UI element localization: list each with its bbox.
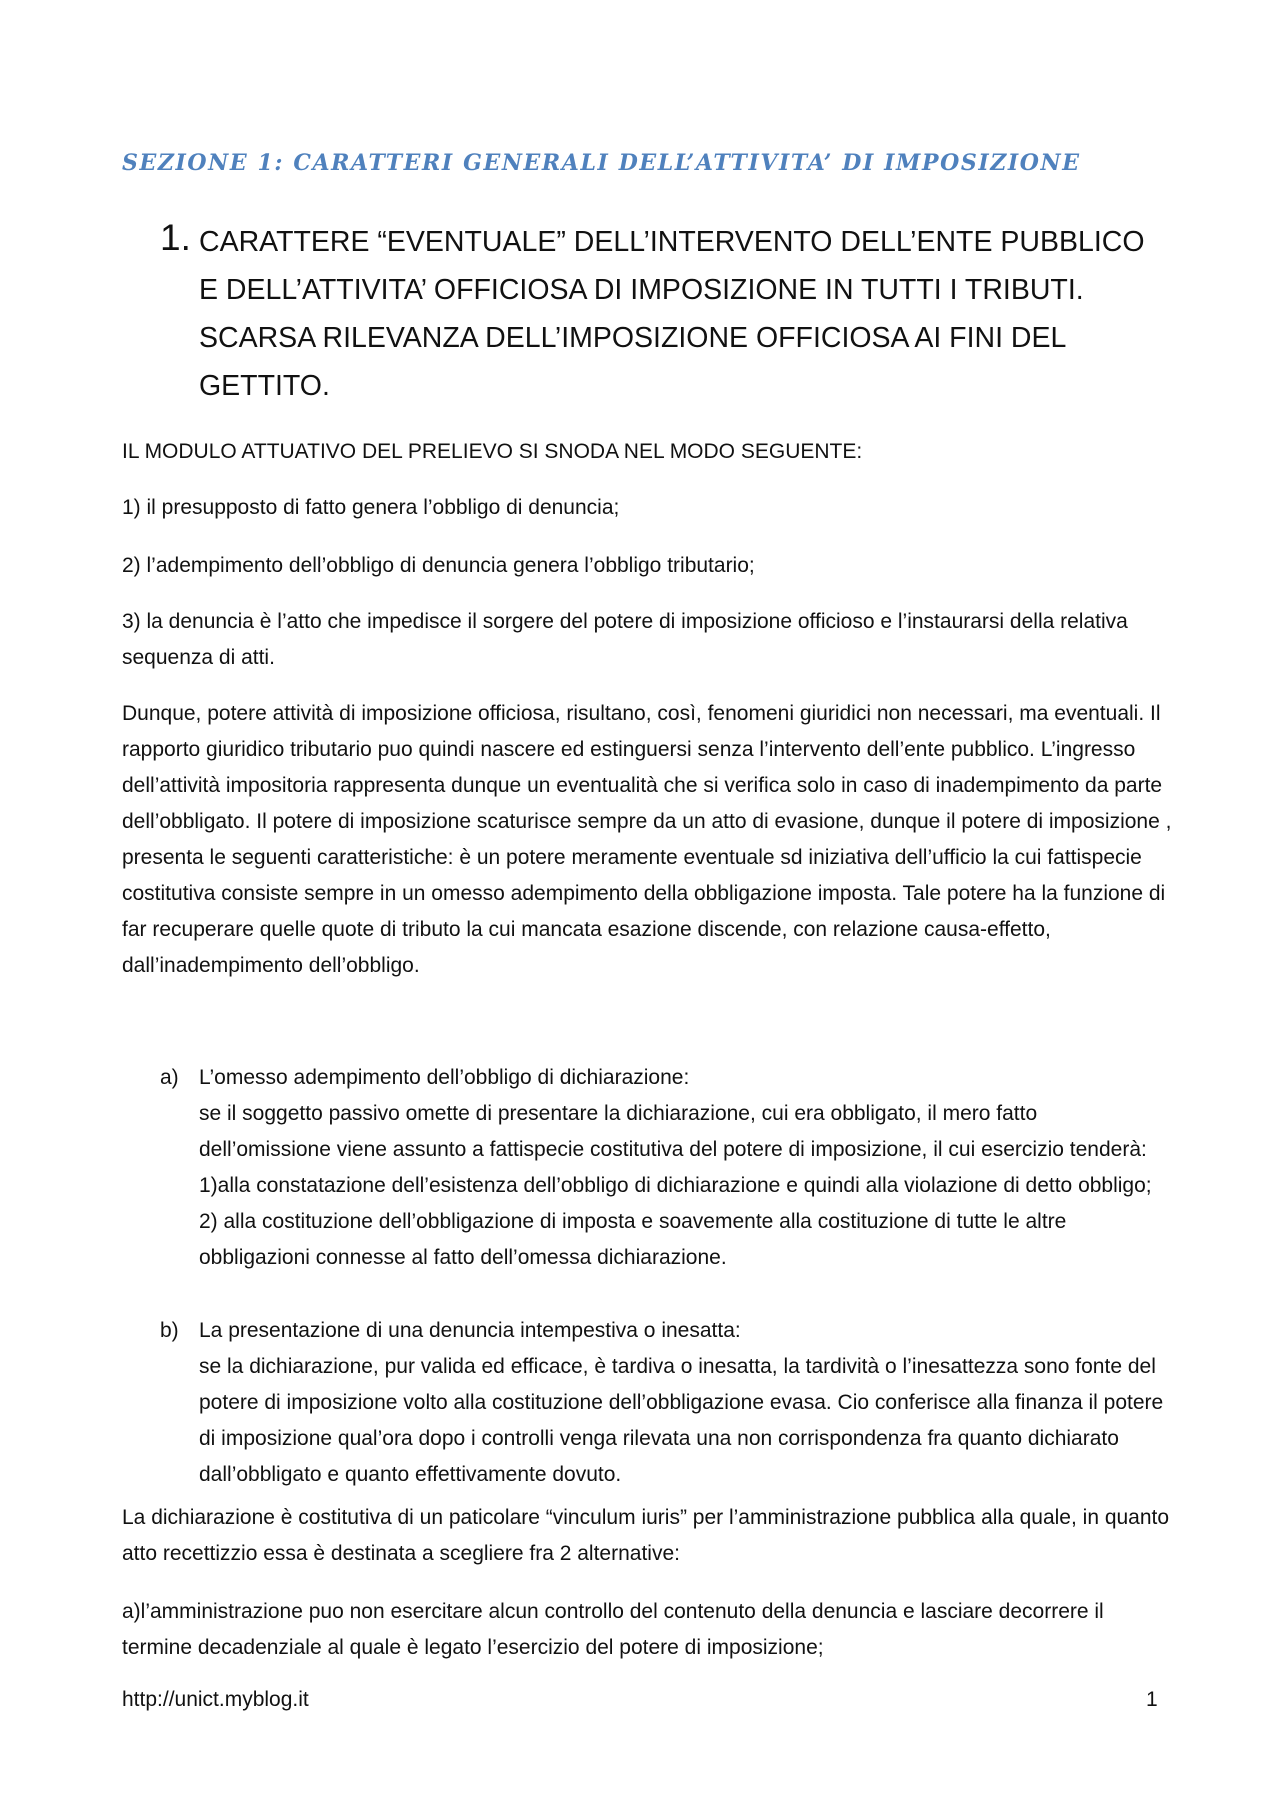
step-1-paragraph: 1) il presupposto di fatto genera l’obbligo di denuncia; — [122, 496, 620, 519]
page-number: 1 — [1146, 1688, 1158, 1711]
intro-paragraph: IL MODULO ATTUATIVO DEL PRELIEVO SI SNODA NEL MODO SEGUENTE: — [122, 440, 863, 463]
alternative-a-paragraph: a)l’amministrazione puo non esercitare alcun controllo del contenuto della denuncia e lasciare decorrere il termine decadenziale al quale è legato l’esercizio del potere di imposizione; — [122, 1600, 1104, 1659]
list-marker: b) — [160, 1319, 179, 1342]
list-item-body: se il soggetto passivo omette di presentare la dichiarazione, cui era obbligato, il mero fatto dell’omissione viene assunto a fattispecie costitutiva del potere di imposizione, il cui esercizio tenderà: 1)alla constatazione dell’esistenza dell’obbligo di dichiarazione e quindi alla violazione di detto obbligo; 2) alla costituzione dell’obbligazione di imposta e soavemente alla costituzione di tutte le altre obbligazioni connesse al fatto dell’omessa dichiarazione. — [199, 1102, 1152, 1269]
list-item-a — [160, 1060, 1172, 1276]
footer-link[interactable]: http://unict.myblog.it — [122, 1688, 309, 1711]
section-title: SEZIONE 1: CARATTERI GENERALI DELL’ATTIVITA’ DI IMPOSIZIONE — [122, 150, 1081, 176]
list-item-title: La presentazione di una denuncia intempestiva o inesatta: — [199, 1319, 741, 1342]
heading-text: CARATTERE “EVENTUALE” DELL’INTERVENTO DELL’ENTE PUBBLICO E DELL’ATTIVITA’ OFFICIOSA DI IMPOSIZIONE IN TUTTI I TRIBUTI. SCARSA RILEVANZA DELL’IMPOSIZIONE OFFICIOSA AI FINI DEL GETTITO. — [199, 226, 1145, 402]
list-item-title: L’omesso adempimento dell’obbligo di dichiarazione: — [199, 1066, 690, 1089]
heading-number: 1. — [160, 217, 191, 258]
heading-1 — [160, 218, 1170, 410]
dunque-paragraph: Dunque, potere attività di imposizione officiosa, risultano, così, fenomeni giuridici non necessari, ma eventuali. Il rapporto giuridico tributario puo quindi nascere ed estinguersi senza l’intervento dell’ente pubblico. L’ingresso dell’attività impositoria rappresenta dunque un eventualità che si verifica solo in caso di inadempimento da parte dell’obbligato. Il potere di imposizione scaturisce sempre da un atto di evasione, dunque il potere di imposizione , presenta le seguenti caratteristiche: è un potere meramente eventuale sd iniziativa dell’ufficio la cui fattispecie costitutiva consiste sempre in un omesso adempimento della obbligazione imposta. Tale potere ha la funzione di far recuperare quelle quote di tributo la cui mancata esazione discende, con relazione causa-effetto, dall’inadempimento dell’obbligo. — [122, 702, 1172, 977]
dichiarazione-paragraph: La dichiarazione è costitutiva di un paticolare “vinculum iuris” per l’amministrazione pubblica alla quale, in quanto atto recettizzio essa è destinata a scegliere fra 2 alternative: — [122, 1506, 1170, 1565]
list-marker: a) — [160, 1066, 179, 1089]
step-3-paragraph: 3) la denuncia è l’atto che impedisce il sorgere del potere di imposizione officioso e l’instaurarsi della relativa sequenza di atti. — [122, 610, 1128, 669]
list-item-body: se la dichiarazione, pur valida ed efficace, è tardiva o inesatta, la tardività o l’inesattezza sono fonte del potere di imposizione volto alla costituzione dell’obbligazione evasa. Cio conferisce alla finanza il potere di imposizione qual’ora dopo i controlli venga rilevata una non corrispondenza fra quanto dichiarato dall’obbligato e quanto effettivamente dovuto. — [199, 1355, 1164, 1486]
step-2-paragraph: 2) l’adempimento dell’obbligo di denuncia genera l’obbligo tributario; — [122, 554, 755, 577]
list-item-b — [160, 1313, 1172, 1493]
